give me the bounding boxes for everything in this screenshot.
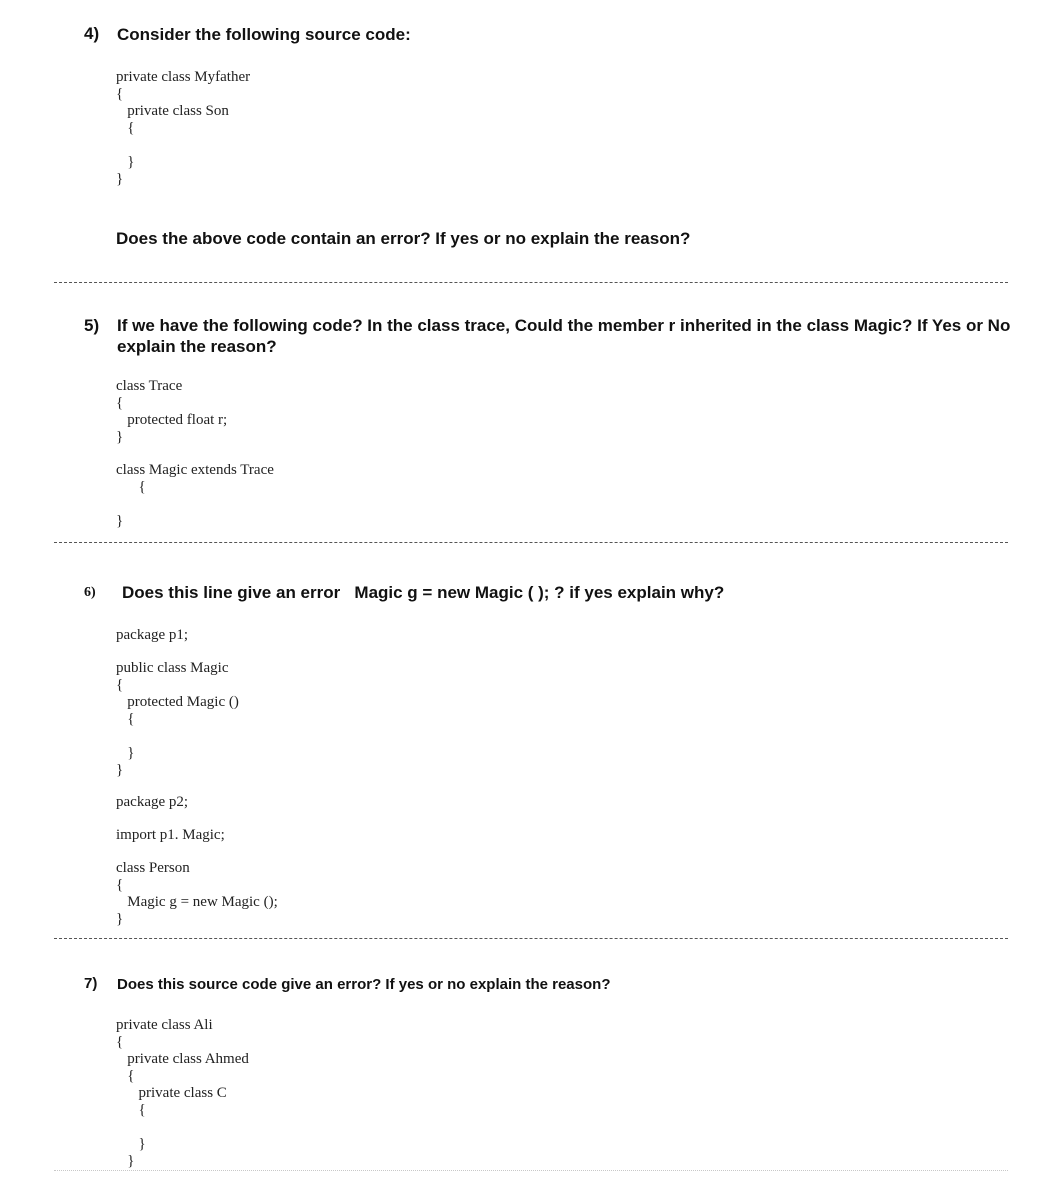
code-line: { bbox=[116, 395, 124, 411]
question-7-number: 7) bbox=[84, 975, 98, 992]
question-4-prompt: Does the above code contain an error? If yes or no explain the reason? bbox=[116, 229, 691, 248]
code-line: package p1; bbox=[116, 627, 189, 643]
code-line: private class Ali bbox=[116, 1017, 213, 1033]
question-4-number: 4) bbox=[84, 24, 100, 43]
code-line: private class Ahmed bbox=[116, 1051, 249, 1067]
question-6-code-package-p2 bbox=[116, 794, 188, 811]
code-line: } bbox=[116, 171, 124, 187]
code-line: } bbox=[116, 1153, 135, 1169]
code-line: { bbox=[116, 86, 124, 102]
code-line: Magic g = new Magic (); bbox=[116, 894, 278, 910]
question-6-code-magic-class bbox=[116, 660, 239, 779]
code-line: protected float r; bbox=[116, 412, 228, 428]
code-line bbox=[116, 1119, 249, 1136]
question-5-number: 5) bbox=[84, 316, 100, 335]
code-line: } bbox=[116, 911, 124, 927]
question-7-heading: Does this source code give an error? If yes or no explain the reason? bbox=[117, 976, 611, 993]
code-line: } bbox=[116, 154, 135, 170]
code-line: class Magic extends Trace bbox=[116, 462, 274, 478]
code-line: { bbox=[116, 120, 135, 136]
code-line: { bbox=[116, 1068, 135, 1084]
code-line: } bbox=[116, 513, 124, 529]
code-line bbox=[116, 137, 250, 154]
code-line: } bbox=[116, 762, 124, 778]
question-6-number: 6) bbox=[84, 585, 96, 600]
question-6-code-import bbox=[116, 827, 225, 844]
code-line: private class Son bbox=[116, 103, 229, 119]
question-4-heading: Consider the following source code: bbox=[117, 25, 411, 44]
question-6-code-package-p1 bbox=[116, 627, 188, 644]
question-5-code-trace bbox=[116, 378, 227, 446]
question-5-heading: If we have the following code? In the class trace, Could the member r inherited in the class Magic? If Yes or No explain the reason? bbox=[117, 316, 1011, 356]
code-line: package p2; bbox=[116, 794, 189, 810]
code-line: { bbox=[116, 1034, 124, 1050]
code-line: { bbox=[116, 479, 146, 495]
code-line: private class C bbox=[116, 1085, 227, 1101]
code-line: import p1. Magic; bbox=[116, 827, 225, 843]
code-line: } bbox=[116, 745, 135, 761]
section-divider bbox=[54, 542, 1008, 543]
code-line: } bbox=[116, 1136, 146, 1152]
question-5-code-magic bbox=[116, 462, 274, 530]
question-6-heading: Does this line give an error Magic g = new Magic ( ); ? if yes explain why? bbox=[122, 583, 725, 602]
code-line: } bbox=[116, 429, 124, 445]
code-line: private class Myfather bbox=[116, 69, 251, 85]
code-line: public class Magic bbox=[116, 660, 229, 676]
section-divider bbox=[54, 282, 1008, 283]
code-line bbox=[116, 728, 239, 745]
code-line: { bbox=[116, 877, 124, 893]
code-line: protected Magic () bbox=[116, 694, 239, 710]
code-line: { bbox=[116, 711, 135, 727]
bottom-divider bbox=[54, 1170, 1008, 1171]
question-7-code bbox=[116, 1017, 249, 1170]
code-line: { bbox=[116, 677, 124, 693]
code-line: { bbox=[116, 1102, 146, 1118]
code-line bbox=[116, 496, 274, 513]
question-4-code bbox=[116, 69, 250, 188]
code-line: class Trace bbox=[116, 378, 183, 394]
section-divider bbox=[54, 938, 1008, 939]
code-line: class Person bbox=[116, 860, 190, 876]
question-6-code-person-class bbox=[116, 860, 278, 928]
